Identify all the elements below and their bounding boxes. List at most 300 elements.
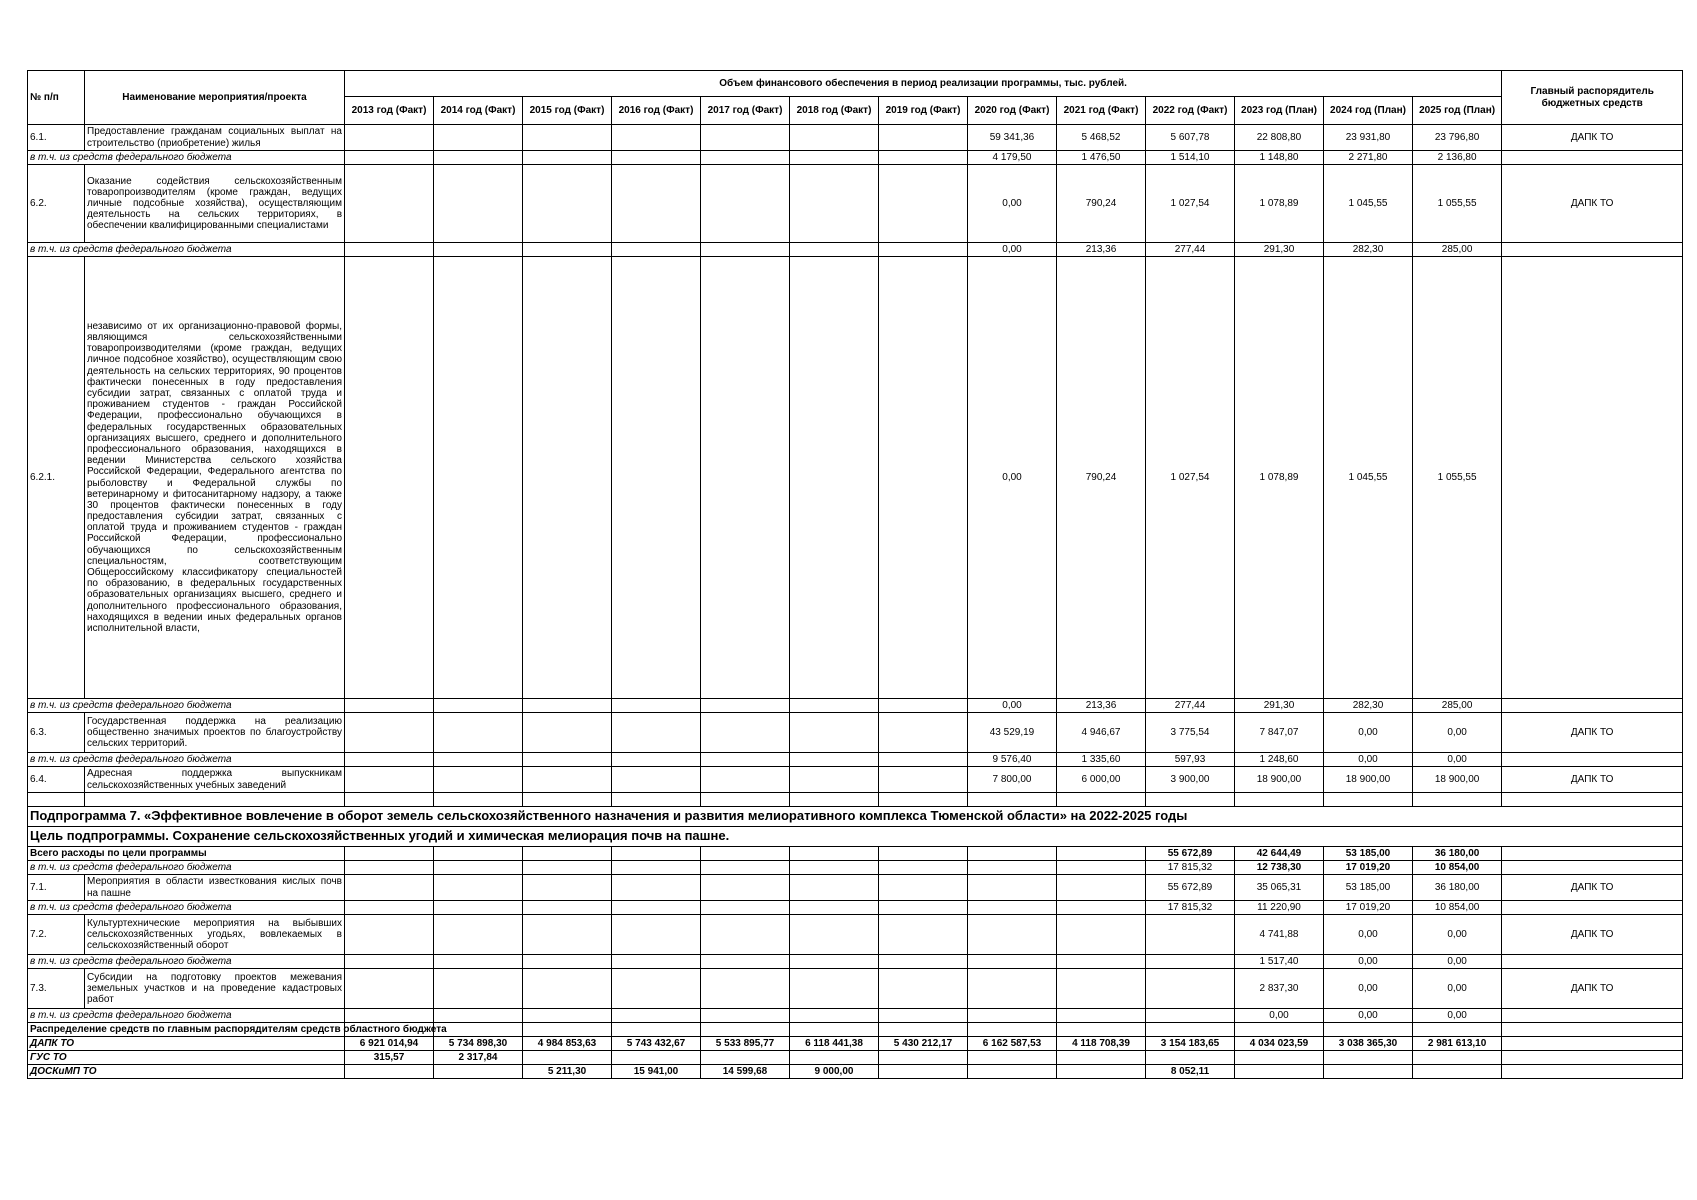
- table-row: [28, 243, 1683, 257]
- value-cell: [434, 243, 523, 257]
- table-row: [28, 753, 1683, 767]
- value-cell: [523, 861, 612, 875]
- row-index: 6.1.: [28, 125, 85, 151]
- table-row: [28, 1023, 1683, 1037]
- header-year: 2015 год (Факт): [523, 97, 612, 125]
- value-cell: [434, 257, 523, 699]
- value-cell: 0,00: [1324, 713, 1413, 753]
- value-cell: [701, 955, 790, 969]
- value-cell: 22 808,80: [1235, 125, 1324, 151]
- value-cell: 12 738,30: [1235, 861, 1324, 875]
- empty-cell: [1057, 1023, 1146, 1037]
- value-cell: [968, 875, 1057, 901]
- empty-cell: [523, 793, 612, 807]
- value-cell: 5 533 895,77: [701, 1037, 790, 1051]
- row-index: 6.2.: [28, 165, 85, 243]
- value-cell: [879, 847, 968, 861]
- org-label: ДОСКиМП ТО: [28, 1065, 345, 1079]
- header-num: № п/п: [28, 71, 85, 125]
- value-cell: 9 000,00: [790, 1065, 879, 1079]
- value-cell: 14 599,68: [701, 1065, 790, 1079]
- value-cell: [523, 875, 612, 901]
- value-cell: 4 984 853,63: [523, 1037, 612, 1051]
- value-cell: 17 815,32: [1146, 861, 1235, 875]
- value-cell: [790, 767, 879, 793]
- value-cell: 0,00: [968, 699, 1057, 713]
- table-row: [28, 861, 1683, 875]
- header-year: 2020 год (Факт): [968, 97, 1057, 125]
- value-cell: 53 185,00: [1324, 847, 1413, 861]
- table-row: [28, 125, 1683, 151]
- empty-cell: [1502, 1009, 1683, 1023]
- value-cell: 1 248,60: [1235, 753, 1324, 767]
- value-cell: [701, 1051, 790, 1065]
- value-cell: 0,00: [1324, 753, 1413, 767]
- table-row: [28, 767, 1683, 793]
- value-cell: 213,36: [1057, 699, 1146, 713]
- value-cell: [523, 847, 612, 861]
- value-cell: [1057, 1009, 1146, 1023]
- value-cell: [968, 1009, 1057, 1023]
- value-cell: [612, 875, 701, 901]
- total-label: Всего расходы по цели программы: [28, 847, 345, 861]
- value-cell: [345, 125, 434, 151]
- value-cell: [1146, 955, 1235, 969]
- value-cell: [1146, 1009, 1235, 1023]
- value-cell: [790, 243, 879, 257]
- header-year: 2014 год (Факт): [434, 97, 523, 125]
- row-index: 6.3.: [28, 713, 85, 753]
- value-cell: [701, 1009, 790, 1023]
- value-cell: 0,00: [1235, 1009, 1324, 1023]
- value-cell: [1057, 1065, 1146, 1079]
- value-cell: 7 800,00: [968, 767, 1057, 793]
- empty-cell: [1235, 793, 1324, 807]
- value-cell: 0,00: [1413, 713, 1502, 753]
- empty-cell: [345, 793, 434, 807]
- value-cell: [790, 1051, 879, 1065]
- value-cell: [612, 969, 701, 1009]
- empty-cell: [1502, 1037, 1683, 1051]
- value-cell: 285,00: [1413, 699, 1502, 713]
- empty-cell: [1235, 1023, 1324, 1037]
- empty-cell: [701, 1023, 790, 1037]
- value-cell: [790, 151, 879, 165]
- value-cell: [790, 165, 879, 243]
- empty-cell: [1502, 955, 1683, 969]
- value-cell: [523, 1009, 612, 1023]
- value-cell: 17 019,20: [1324, 901, 1413, 915]
- row-index: 7.1.: [28, 875, 85, 901]
- value-cell: [701, 901, 790, 915]
- table-row: [28, 1051, 1683, 1065]
- value-cell: [790, 955, 879, 969]
- value-cell: [701, 243, 790, 257]
- value-cell: [345, 753, 434, 767]
- value-cell: 6 162 587,53: [968, 1037, 1057, 1051]
- value-cell: [879, 1051, 968, 1065]
- financing-table: [27, 70, 1683, 1079]
- value-cell: [523, 969, 612, 1009]
- value-cell: 6 000,00: [1057, 767, 1146, 793]
- empty-cell: [1413, 1023, 1502, 1037]
- row-index: 7.3.: [28, 969, 85, 1009]
- value-cell: [879, 699, 968, 713]
- empty-cell: [701, 793, 790, 807]
- value-cell: 36 180,00: [1413, 847, 1502, 861]
- value-cell: 2 837,30: [1235, 969, 1324, 1009]
- value-cell: [701, 699, 790, 713]
- value-cell: [345, 243, 434, 257]
- empty-cell: [1502, 1023, 1683, 1037]
- empty-cell: [879, 793, 968, 807]
- budget-manager: ДАПК ТО: [1502, 165, 1683, 243]
- value-cell: 4 179,50: [968, 151, 1057, 165]
- table-row: [28, 165, 1683, 243]
- value-cell: [612, 861, 701, 875]
- value-cell: 3 900,00: [1146, 767, 1235, 793]
- table-row: [28, 699, 1683, 713]
- value-cell: [879, 969, 968, 1009]
- value-cell: 59 341,36: [968, 125, 1057, 151]
- value-cell: [345, 767, 434, 793]
- value-cell: 43 529,19: [968, 713, 1057, 753]
- value-cell: [612, 699, 701, 713]
- value-cell: 6 118 441,38: [790, 1037, 879, 1051]
- value-cell: [790, 257, 879, 699]
- value-cell: 35 065,31: [1235, 875, 1324, 901]
- empty-cell: [968, 793, 1057, 807]
- value-cell: [879, 915, 968, 955]
- value-cell: [523, 699, 612, 713]
- value-cell: 4 034 023,59: [1235, 1037, 1324, 1051]
- table-row: [28, 713, 1683, 753]
- value-cell: [523, 151, 612, 165]
- value-cell: [345, 1065, 434, 1079]
- empty-cell: [1057, 793, 1146, 807]
- value-cell: [523, 767, 612, 793]
- value-cell: 2 271,80: [1324, 151, 1413, 165]
- value-cell: 10 854,00: [1413, 861, 1502, 875]
- value-cell: 0,00: [1324, 915, 1413, 955]
- value-cell: 0,00: [1413, 955, 1502, 969]
- value-cell: 5 211,30: [523, 1065, 612, 1079]
- value-cell: 790,24: [1057, 165, 1146, 243]
- empty-cell: [612, 1023, 701, 1037]
- value-cell: [790, 753, 879, 767]
- row-name: Субсидии на подготовку проектов межевания земельных участков и на проведение кадастровых работ: [85, 969, 345, 1009]
- value-cell: [790, 847, 879, 861]
- header-year: 2017 год (Факт): [701, 97, 790, 125]
- value-cell: 8 052,11: [1146, 1065, 1235, 1079]
- value-cell: 9 576,40: [968, 753, 1057, 767]
- budget-manager: ДАПК ТО: [1502, 713, 1683, 753]
- budget-manager: ДАПК ТО: [1502, 875, 1683, 901]
- value-cell: 0,00: [1324, 1009, 1413, 1023]
- value-cell: [701, 125, 790, 151]
- header-manager: Главный распорядитель бюджетных средств: [1502, 71, 1683, 125]
- value-cell: 5 430 212,17: [879, 1037, 968, 1051]
- value-cell: 0,00: [1413, 915, 1502, 955]
- value-cell: 1 517,40: [1235, 955, 1324, 969]
- federal-budget-label: в т.ч. из средств федерального бюджета: [28, 861, 345, 875]
- value-cell: [879, 955, 968, 969]
- table-row: [28, 1037, 1683, 1051]
- value-cell: [434, 753, 523, 767]
- value-cell: [1413, 1051, 1502, 1065]
- table-row: [28, 969, 1683, 1009]
- value-cell: 0,00: [968, 257, 1057, 699]
- value-cell: [968, 1065, 1057, 1079]
- value-cell: [968, 861, 1057, 875]
- value-cell: [879, 1065, 968, 1079]
- value-cell: 42 644,49: [1235, 847, 1324, 861]
- value-cell: [345, 861, 434, 875]
- value-cell: [879, 713, 968, 753]
- value-cell: [701, 969, 790, 1009]
- empty-cell: [1502, 753, 1683, 767]
- value-cell: [434, 767, 523, 793]
- value-cell: [968, 955, 1057, 969]
- value-cell: 17 815,32: [1146, 901, 1235, 915]
- value-cell: 55 672,89: [1146, 875, 1235, 901]
- value-cell: [434, 915, 523, 955]
- value-cell: [434, 969, 523, 1009]
- value-cell: 1 027,54: [1146, 165, 1235, 243]
- value-cell: [612, 151, 701, 165]
- table-row: [28, 1065, 1683, 1079]
- value-cell: 17 019,20: [1324, 861, 1413, 875]
- value-cell: [1235, 1051, 1324, 1065]
- value-cell: [790, 875, 879, 901]
- federal-budget-label: в т.ч. из средств федерального бюджета: [28, 955, 345, 969]
- value-cell: 1 078,89: [1235, 257, 1324, 699]
- value-cell: 315,57: [345, 1051, 434, 1065]
- budget-manager: ДАПК ТО: [1502, 969, 1683, 1009]
- value-cell: [879, 875, 968, 901]
- value-cell: 36 180,00: [1413, 875, 1502, 901]
- value-cell: [612, 257, 701, 699]
- budget-manager: ДАПК ТО: [1502, 767, 1683, 793]
- row-name: Оказание содействия сельскохозяйственным товаропроизводителям (кроме граждан, ведущих личные подсобные хозяйства), осуществляющим деятельность на сельских территориях, в обеспечении квалифицированными специалистами: [85, 165, 345, 243]
- value-cell: [612, 901, 701, 915]
- value-cell: 5 607,78: [1146, 125, 1235, 151]
- table-row: [28, 257, 1683, 699]
- federal-budget-label: в т.ч. из средств федерального бюджета: [28, 901, 345, 915]
- value-cell: [1057, 847, 1146, 861]
- value-cell: [701, 861, 790, 875]
- value-cell: [879, 257, 968, 699]
- table-row: [28, 915, 1683, 955]
- value-cell: 1 148,80: [1235, 151, 1324, 165]
- value-cell: [790, 901, 879, 915]
- table-row: [28, 1009, 1683, 1023]
- empty-cell: [1324, 1023, 1413, 1037]
- value-cell: [434, 699, 523, 713]
- value-cell: [879, 901, 968, 915]
- value-cell: 597,93: [1146, 753, 1235, 767]
- value-cell: [968, 901, 1057, 915]
- value-cell: [1146, 915, 1235, 955]
- value-cell: 55 672,89: [1146, 847, 1235, 861]
- value-cell: [1146, 969, 1235, 1009]
- value-cell: 0,00: [968, 165, 1057, 243]
- empty-cell: [523, 1023, 612, 1037]
- value-cell: 18 900,00: [1413, 767, 1502, 793]
- value-cell: 3 775,54: [1146, 713, 1235, 753]
- empty-cell: [434, 793, 523, 807]
- header-name: Наименование мероприятия/проекта: [85, 71, 345, 125]
- empty-cell: [85, 793, 345, 807]
- value-cell: [790, 125, 879, 151]
- value-cell: 291,30: [1235, 699, 1324, 713]
- empty-cell: [28, 793, 85, 807]
- value-cell: 1 045,55: [1324, 165, 1413, 243]
- federal-budget-label: в т.ч. из средств федерального бюджета: [28, 151, 345, 165]
- value-cell: [345, 901, 434, 915]
- empty-cell: [1502, 243, 1683, 257]
- value-cell: [523, 125, 612, 151]
- table-row: [28, 901, 1683, 915]
- value-cell: [701, 847, 790, 861]
- federal-budget-label: в т.ч. из средств федерального бюджета: [28, 1009, 345, 1023]
- value-cell: [345, 165, 434, 243]
- value-cell: [345, 1009, 434, 1023]
- value-cell: 1 045,55: [1324, 257, 1413, 699]
- value-cell: 0,00: [1413, 753, 1502, 767]
- empty-cell: [1502, 793, 1683, 807]
- value-cell: 277,44: [1146, 699, 1235, 713]
- value-cell: [345, 969, 434, 1009]
- empty-cell: [1146, 793, 1235, 807]
- table-row: [28, 847, 1683, 861]
- value-cell: [790, 699, 879, 713]
- federal-budget-label: в т.ч. из средств федерального бюджета: [28, 753, 345, 767]
- row-name: Предоставление гражданам социальных выплат на строительство (приобретение) жилья: [85, 125, 345, 151]
- value-cell: [1057, 901, 1146, 915]
- subprogram-title: Цель подпрограммы. Сохранение сельскохозяйственных угодий и химическая мелиорация почв на пашне.: [28, 827, 1683, 847]
- value-cell: 213,36: [1057, 243, 1146, 257]
- value-cell: [523, 713, 612, 753]
- row-name: Мероприятия в области известкования кислых почв на пашне: [85, 875, 345, 901]
- value-cell: [612, 1051, 701, 1065]
- value-cell: [523, 1051, 612, 1065]
- value-cell: [612, 125, 701, 151]
- value-cell: [434, 713, 523, 753]
- value-cell: [612, 243, 701, 257]
- table-row: [28, 875, 1683, 901]
- value-cell: 291,30: [1235, 243, 1324, 257]
- empty-cell: [1502, 699, 1683, 713]
- value-cell: [701, 151, 790, 165]
- value-cell: [434, 901, 523, 915]
- value-cell: 2 981 613,10: [1413, 1037, 1502, 1051]
- value-cell: [434, 955, 523, 969]
- value-cell: 11 220,90: [1235, 901, 1324, 915]
- value-cell: [879, 165, 968, 243]
- value-cell: 18 900,00: [1324, 767, 1413, 793]
- empty-cell: [612, 793, 701, 807]
- value-cell: [345, 955, 434, 969]
- value-cell: 5 734 898,30: [434, 1037, 523, 1051]
- value-cell: [1057, 875, 1146, 901]
- header-year: 2024 год (План): [1324, 97, 1413, 125]
- value-cell: 53 185,00: [1324, 875, 1413, 901]
- value-cell: [612, 847, 701, 861]
- org-label: ГУС ТО: [28, 1051, 345, 1065]
- value-cell: 1 335,60: [1057, 753, 1146, 767]
- value-cell: [1057, 969, 1146, 1009]
- value-cell: 282,30: [1324, 699, 1413, 713]
- value-cell: 1 476,50: [1057, 151, 1146, 165]
- header-year: 2019 год (Факт): [879, 97, 968, 125]
- value-cell: [612, 955, 701, 969]
- value-cell: [790, 915, 879, 955]
- value-cell: 0,00: [1324, 969, 1413, 1009]
- table-row: [28, 955, 1683, 969]
- value-cell: [879, 767, 968, 793]
- value-cell: [612, 767, 701, 793]
- value-cell: 5 468,52: [1057, 125, 1146, 151]
- empty-cell: [790, 1023, 879, 1037]
- value-cell: [345, 257, 434, 699]
- value-cell: [1057, 1051, 1146, 1065]
- row-name: Культуртехнические мероприятия на выбывших сельскохозяйственных угодьях, вовлекаемых в сельскохозяйственный оборот: [85, 915, 345, 955]
- value-cell: 23 931,80: [1324, 125, 1413, 151]
- value-cell: 1 027,54: [1146, 257, 1235, 699]
- value-cell: 4 741,88: [1235, 915, 1324, 955]
- value-cell: 18 900,00: [1235, 767, 1324, 793]
- value-cell: 3 038 365,30: [1324, 1037, 1413, 1051]
- value-cell: [790, 969, 879, 1009]
- value-cell: [1235, 1065, 1324, 1079]
- value-cell: [1057, 861, 1146, 875]
- empty-cell: [1502, 1065, 1683, 1079]
- value-cell: 7 847,07: [1235, 713, 1324, 753]
- header-year: 2025 год (План): [1413, 97, 1502, 125]
- value-cell: 4 946,67: [1057, 713, 1146, 753]
- federal-budget-label: в т.ч. из средств федерального бюджета: [28, 699, 345, 713]
- empty-cell: [1502, 861, 1683, 875]
- value-cell: [701, 713, 790, 753]
- value-cell: [345, 699, 434, 713]
- row-index: 6.4.: [28, 767, 85, 793]
- value-cell: [434, 861, 523, 875]
- value-cell: [523, 901, 612, 915]
- value-cell: [790, 1009, 879, 1023]
- empty-cell: [879, 1023, 968, 1037]
- header-year: 2023 год (План): [1235, 97, 1324, 125]
- value-cell: [879, 151, 968, 165]
- value-cell: [523, 165, 612, 243]
- value-cell: [968, 1051, 1057, 1065]
- header-year: 2018 год (Факт): [790, 97, 879, 125]
- value-cell: [701, 915, 790, 955]
- value-cell: 1 055,55: [1413, 257, 1502, 699]
- empty-cell: [1502, 151, 1683, 165]
- row-name: независимо от их организационно-правовой формы, являющимся сельскохозяйственными товаропроизводителями (кроме граждан, ведущих личное подсобное хозяйство), осуществляющим свою деятельность на сельских территориях, 90 процентов фактически понесенных в году предоставления субсидии затрат, связанных с оплатой труда и проживанием студентов - граждан Российской Федерации, профессионально обучающихся в федеральных государственных образовательных организациях высшего, среднего и дополнительного профессионального образования, находящихся в ведении Министерства сельского хозяйства Российской Федерации, Федерального агентства по рыболовству и Федеральной службы по ветеринарному и фитосанитарному надзору, а также 30 процентов фактически понесенных в году предоставления субсидии затрат, связанных с оплатой труда и проживанием студентов - граждан Российской Федерации, профессионально обучающихся по сельскохозяйственным специальностям, соответствующим Общероссийскому классификатору специальностей по образованию, в федеральных государственных образовательных организациях высшего, среднего и дополнительного профессионального образования, находящихся в ведении иных федеральных органов исполнительной власти,: [85, 257, 345, 699]
- value-cell: [879, 243, 968, 257]
- empty-cell: [1502, 1051, 1683, 1065]
- row-index: 7.2.: [28, 915, 85, 955]
- budget-manager: [1502, 257, 1683, 699]
- header-year: 2022 год (Факт): [1146, 97, 1235, 125]
- table-row: [28, 807, 1683, 827]
- value-cell: [790, 861, 879, 875]
- value-cell: 23 796,80: [1413, 125, 1502, 151]
- value-cell: 1 078,89: [1235, 165, 1324, 243]
- value-cell: [1057, 915, 1146, 955]
